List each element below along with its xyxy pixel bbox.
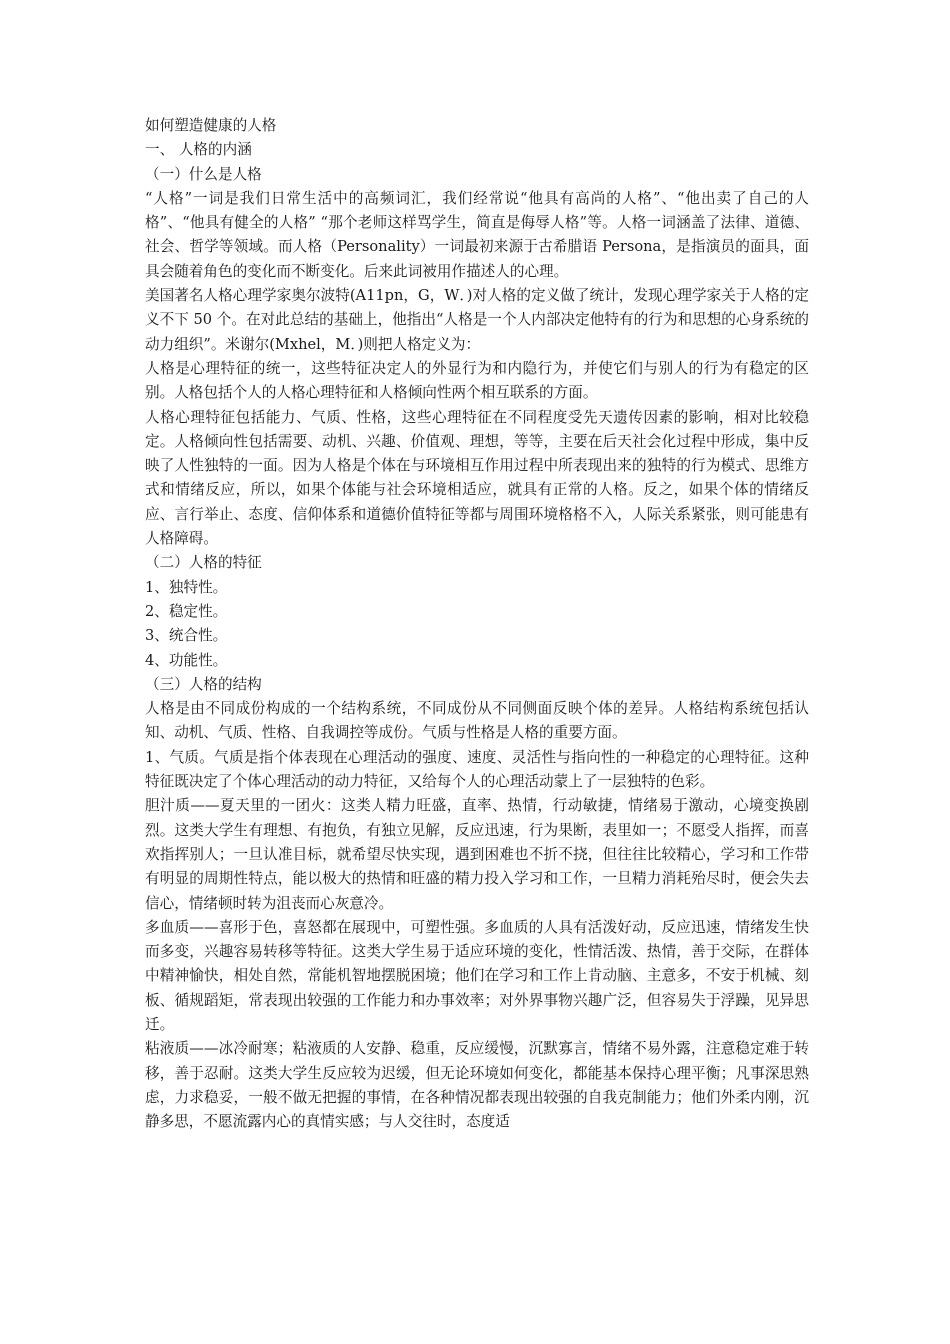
body-paragraph: 人格是心理特征的统一，这些特征决定人的外显行为和内隐行为，并使它们与别人的行为有稳定的区别。人格包括个人的人格心理特征和人格倾向性两个相互联系的方面。 bbox=[145, 359, 809, 402]
document-body bbox=[145, 114, 809, 1134]
body-paragraph: 1、气质。气质是指个体表现在心理活动的强度、速度、灵活性与指向性的一种稳定的心理特征。这种特征既决定了个体心理活动的动力特征，又给每个人的心理活动蒙上了一层独特的色彩。 bbox=[145, 748, 809, 791]
list-item: 3、统合性。 bbox=[145, 627, 228, 645]
subsection-heading: （一）什么是人格 bbox=[145, 165, 262, 183]
body-paragraph: 人格心理特征包括能力、气质、性格，这些心理特征在不同程度受先天遗传因素的影响，相对比较稳定。人格倾向性包括需要、动机、兴趣、价值观、理想，等等，主要在后天社会化过程中形成，集中反映了人性独特的一面。因为人格是个体在与环境相互作用过程中所表现出来的独特的行为模式、思维方式和情绪反应，所以，如果个体能与社会环境相适应，就具有正常的人格。反之，如果个体的情绪反应、言行举止、态度、信仰体系和道德价值特征等都与周围环境格格不入，人际关系紧张，则可能患有人格障碍。 bbox=[145, 408, 809, 548]
body-paragraph: 胆汁质——夏天里的一团火：这类人精力旺盛，直率、热情，行动敏捷，情绪易于激动，心境变换剧烈。这类大学生有理想、有抱负，有独立见解，反应迅速，行为果断，表里如一；不愿受人指挥，而喜欢指挥别人；一旦认准目标，就希望尽快实现，遇到困难也不折不挠，但往往比较精心，学习和工作带有明显的周期性特点，能以极大的热情和旺盛的精力投入学习和工作，一旦精力消耗殆尽时，便会失去信心，情绪顿时转为沮丧而心灰意冷。 bbox=[145, 797, 809, 912]
body-paragraph: 粘液质——冰冷耐寒；粘液质的人安静、稳重，反应缓慢，沉默寡言，情绪不易外露，注意稳定难于转移，善于忍耐。这类大学生反应较为迟缓，但无论环境如何变化，都能基本保持心理平衡；凡事深思熟虑，力求稳妥，一般不做无把握的事情，在各种情况都表现出较强的自我克制能力；他们外柔内刚，沉静多思，不愿流露内心的真情实感；与人交往时，态度适 bbox=[145, 1040, 809, 1131]
body-paragraph: 人格是由不同成份构成的一个结构系统，不同成份从不同侧面反映个体的差异。人格结构系统包括认知、动机、气质、性格、自我调控等成份。气质与性格是人格的重要方面。 bbox=[145, 700, 809, 742]
document-title: 如何塑造健康的人格 bbox=[145, 117, 277, 134]
body-paragraph: “人格”一词是我们日常生活中的高频词汇，我们经常说“他具有高尚的人格”、“他出卖了自己的人格”、“他具有健全的人格” “那个老师这样骂学生，简直是侮辱人格”等。人格一词涵盖了法律、道德、社会、哲学等领域。而人格（Personality）一词最初来源于古希腊语 Persona，是指演员的面具，面具会随着角色的变化而不断变化。后来此词被用作描述人的心理。 bbox=[145, 189, 809, 280]
list-item: 4、功能性。 bbox=[145, 651, 228, 669]
section-heading: 一、 人格的内涵 bbox=[145, 141, 252, 159]
body-paragraph: 美国著名人格心理学家奥尔波特(A11pn，G，W．)对人格的定义做了统计，发现心理学家关于人格的定义不下 50 个。在对此总结的基础上，他指出“人格是一个人内部决定他特有的行为和思想的心身系统的动力组织”。米谢尔(Mxhel，M．)则把人格定义为： bbox=[145, 287, 809, 353]
body-paragraph: 多血质——喜形于色，喜怒都在展现中，可塑性强。多血质的人具有活泼好动，反应迅速，情绪发生快而多变，兴趣容易转移等特征。这类大学生易于适应环境的变化，性情活泼、热情，善于交际，在群体中精神愉快，相处自然，常能机智地摆脱困境；他们在学习和工作上肯动脑、主意多，不安于机械、刻板、循规蹈矩，常表现出较强的工作能力和办事效率；对外界事物兴趣广泛，但容易失于浮躁，见异思迁。 bbox=[145, 918, 809, 1033]
list-item: 2、稳定性。 bbox=[145, 602, 228, 620]
list-item: 1、独特性。 bbox=[145, 578, 228, 596]
subsection-heading: （二）人格的特征 bbox=[145, 554, 262, 572]
subsection-heading: （三）人格的结构 bbox=[145, 675, 262, 693]
